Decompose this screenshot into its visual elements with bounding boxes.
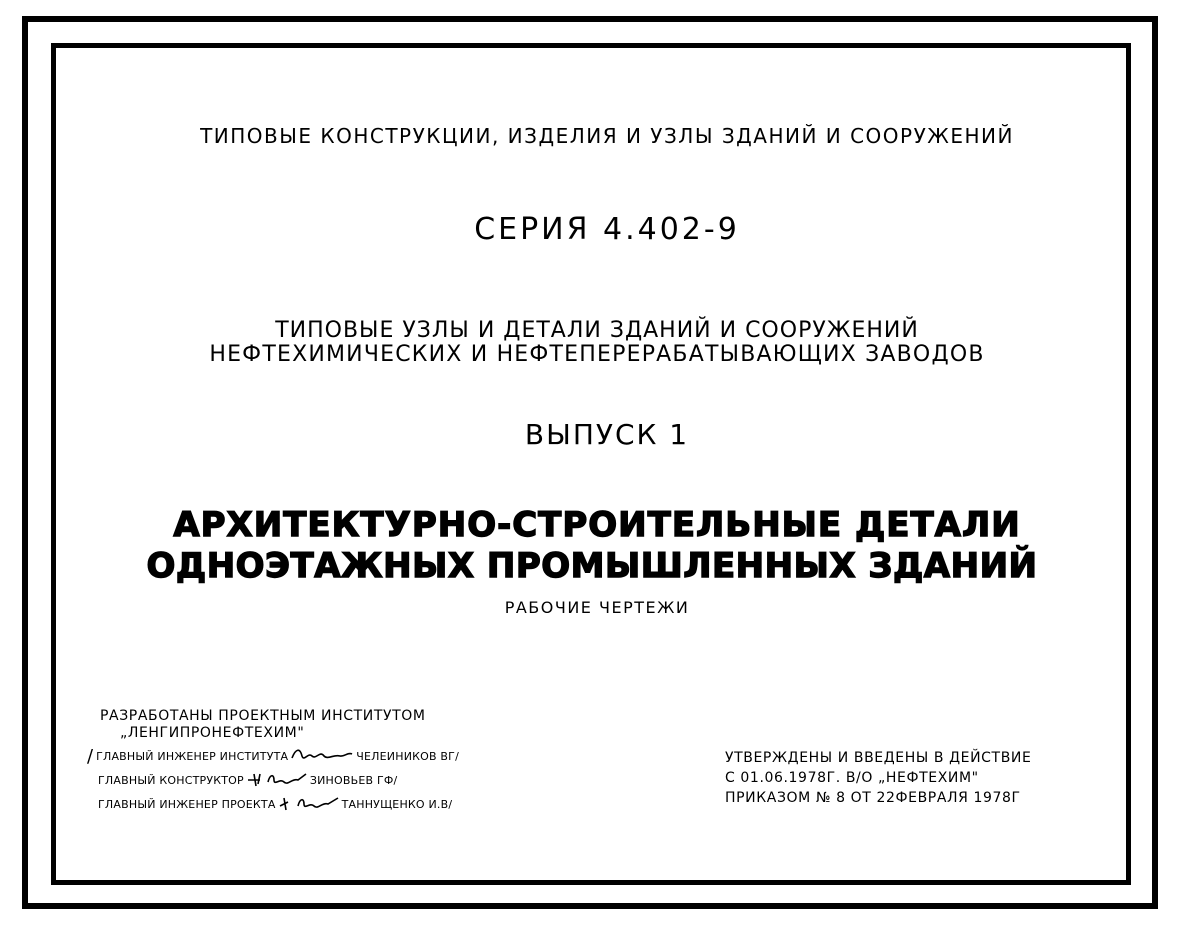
signatory-name: ЧЕЛЕИНИКОВ ВГ/	[356, 749, 459, 763]
main-title-line-2: ОДНОЭТАЖНЫХ ПРОМЫШЛЕННЫХ ЗДАНИЙ	[146, 546, 1038, 586]
handwritten-signature	[290, 746, 354, 767]
approval-line-1: УТВЕРЖДЕНЫ И ВВЕДЕНЫ В ДЕЙСТВИЕ	[725, 750, 1032, 766]
handwritten-signature	[246, 770, 308, 791]
signatory-name: ТАННУЩЕНКО И.В/	[341, 797, 453, 811]
signatory-row	[98, 770, 397, 790]
signatory-row	[98, 794, 452, 814]
working-drawings-label: РАБОЧИЕ ЧЕРТЕЖИ	[504, 598, 690, 617]
handwritten-signature	[278, 794, 340, 815]
signatory-name: ЗИНОВЬЕВ ГФ/	[309, 773, 398, 787]
subtitle-line-2: НЕФТЕХИМИЧЕСКИХ И НЕФТЕПЕРЕРАБАТЫВАЮЩИХ ЗАВОДОВ	[209, 342, 985, 367]
developer-institute: „ЛЕНГИПРОНЕФТЕХИМ"	[120, 725, 305, 741]
developer-heading: РАЗРАБОТАНЫ ПРОЕКТНЫМ ИНСТИТУТОМ	[100, 708, 426, 724]
signatory-role: ГЛАВНЫЙ ИНЖЕНЕР ПРОЕКТА	[98, 797, 276, 811]
approval-line-3: ПРИКАЗОМ № 8 ОТ 22ФЕВРАЛЯ 1978Г	[725, 790, 1021, 806]
approval-line-2: С 01.06.1978Г. В/О „НЕФТЕХИМ"	[725, 770, 979, 786]
subtitle-line-1: ТИПОВЫЕ УЗЛЫ И ДЕТАЛИ ЗДАНИЙ И СООРУЖЕНИЙ	[275, 318, 919, 343]
slash-mark: /	[87, 745, 94, 767]
signatory-role: ГЛАВНЫЙ ИНЖЕНЕР ИНСТИТУТА	[96, 749, 289, 763]
signatory-row	[87, 746, 459, 766]
issue-number: ВЫПУСК 1	[524, 418, 690, 451]
series-title: ТИПОВЫЕ КОНСТРУКЦИИ, ИЗДЕЛИЯ И УЗЛЫ ЗДАНИЙ И СООРУЖЕНИЙ	[200, 124, 1014, 148]
signatory-role: ГЛАВНЫЙ КОНСТРУКТОР	[98, 773, 244, 787]
approval-block	[725, 748, 1031, 808]
series-number: СЕРИЯ 4.402-9	[474, 212, 740, 247]
main-title-line-1: АРХИТЕКТУРНО-СТРОИТЕЛЬНЫЕ ДЕТАЛИ	[173, 505, 1021, 545]
